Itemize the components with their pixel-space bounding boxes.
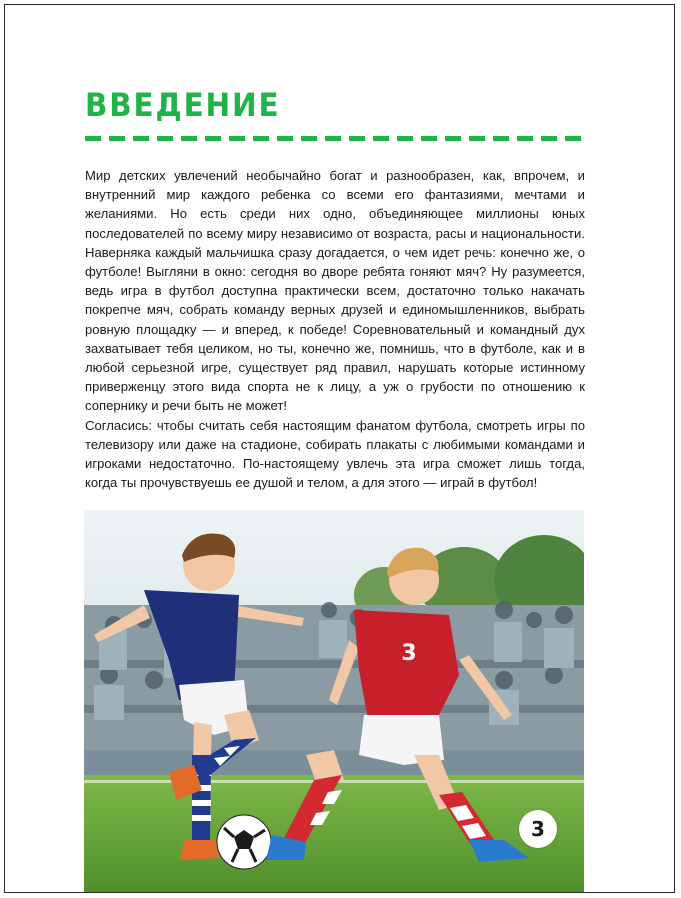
paragraph-intro: Мир детских увлечений необычайно богат и разнообразен, как, впрочем, и внутренний мир каждого ребенка со всеми его фантазиями, мечтами и желаниями. Но есть среди них одно, объединяющее миллионы юных последователей по всему миру независимо от возраста, расы и национальности. Наверняка каждый мальчишка сразу догадается, о чем идет речь: конечно же, о футболе! Выгляни в окно: сегодня во дворе ребята гоняют мяч? Ну разумеется, ведь игра в футбол доступна практически всем, достаточно только накачать покрепче мяч, собрать команду верных друзей и единомышленников, выбрать ровную площадку — и вперед, к победе! Соревновательный и командный дух захватывает тебя целиком, но ты, конечно же, помнишь, что в футболе, как и в любой серьезной игре, существует ряд правил, нарушать которые истинному приверженцу этого вида спорта не к лицу, а уж о грубости по отношению к сопернику и речи быть не может! xyxy=(85,168,585,414)
page-number-badge: 3 xyxy=(519,810,557,848)
body-text xyxy=(85,166,585,492)
dashed-divider xyxy=(85,136,585,141)
paragraph-conclusion: Согласись: чтобы считать себя настоящим фанатом футбола, смотреть игры по телевизору или даже на стадионе, собирать плакаты с любимыми командами и игроками недостаточно. По-настоящему увлечь эта игра сможет лишь тогда, когда ты прочувствуешь ее душой и телом, а для этого — играй в футбол! xyxy=(85,417,585,491)
football-photo xyxy=(84,510,584,893)
jersey-number: 3 xyxy=(401,641,417,666)
book-page xyxy=(4,4,675,893)
page-title: ВВЕДЕНИЕ xyxy=(85,86,281,124)
